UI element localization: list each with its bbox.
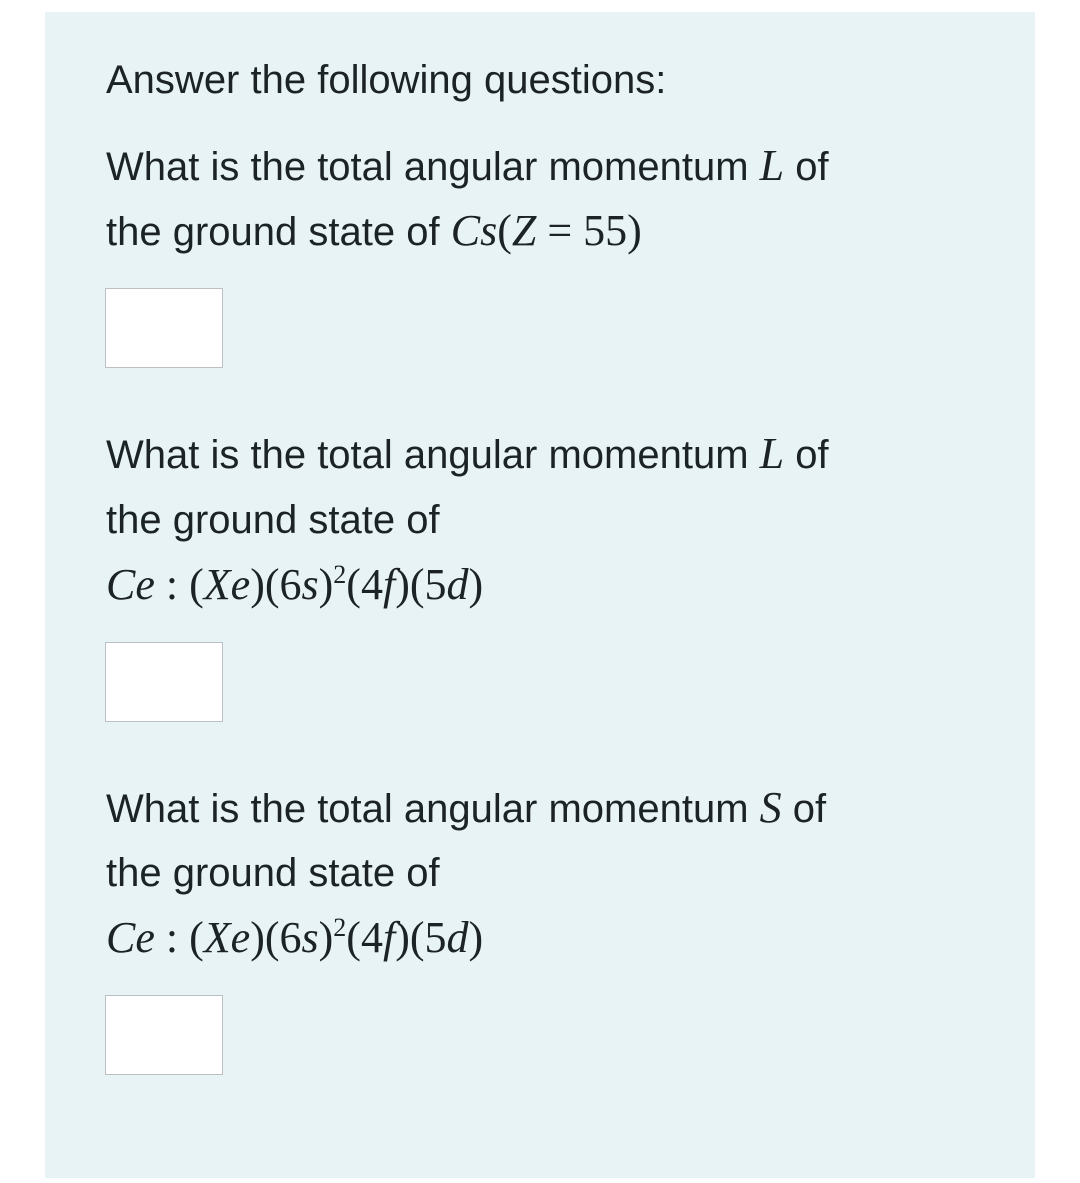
question-2-suffix: of	[795, 433, 829, 477]
question-3-formula: Ce : $(Xe)(6s)^2(4f)(5d)$	[106, 913, 484, 962]
question-2-prefix: What is the total angular momentum	[106, 433, 749, 477]
question-1-symbol: L	[759, 141, 785, 190]
question-1-line-2	[106, 207, 642, 256]
question-2-symbol: L	[759, 429, 785, 478]
intro-heading: Answer the following questions:	[106, 58, 667, 102]
question-1-suffix: of	[795, 145, 829, 189]
question-3-line-1	[106, 784, 826, 833]
question-3-line-2: the ground state of	[106, 851, 440, 895]
question-2-formula: Ce : $(Xe)(6s)^2(4f)(5d)$	[106, 560, 484, 609]
question-3-answer-input[interactable]	[105, 995, 223, 1075]
question-2-line-2: the ground state of	[106, 498, 440, 542]
question-2-answer-input[interactable]	[105, 642, 223, 722]
question-1-prefix: What is the total angular momentum	[106, 145, 749, 189]
question-3-suffix: of	[792, 787, 827, 831]
question-1-line-2-text: the ground state of	[106, 210, 440, 254]
question-3-symbol: S	[759, 783, 782, 832]
question-1-line-1	[106, 142, 829, 191]
question-3-prefix: What is the total angular momentum	[106, 787, 749, 831]
question-1-answer-input[interactable]	[105, 288, 223, 368]
question-2-line-1	[106, 430, 829, 479]
question-1-expression: Cs(Z = 55)	[450, 206, 642, 255]
